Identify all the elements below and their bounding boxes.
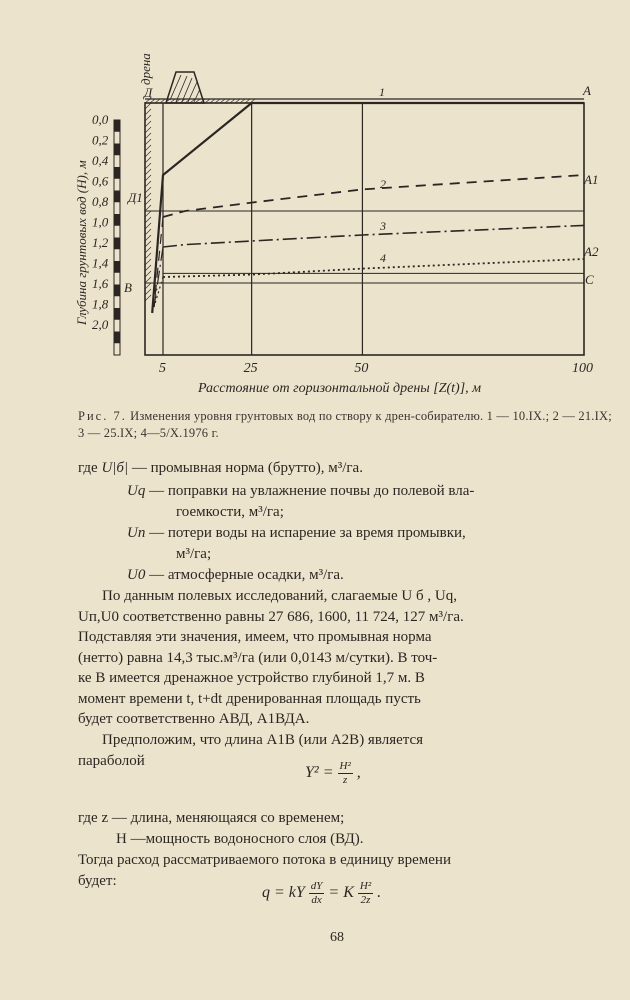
hatch-left [145,295,151,301]
def-h [116,829,364,850]
formula1-tail: , [356,764,361,782]
hatch-left [145,133,151,139]
point-label-b: B [124,280,132,295]
y-axis-title: Глубина грунтовых вод (H), м [74,160,89,325]
hatch-left [145,271,151,277]
paragraph3-line-1: будет: [78,872,117,889]
y-tick-label: 0,0 [92,112,109,127]
hatch-left [145,181,151,187]
formula2-fraction-1 [309,880,325,907]
def-row-4 [127,565,344,586]
def-text-ub: — промывная норма (брутто), м³/га. [131,460,363,476]
hatch-left [145,277,151,283]
paragraph3-line-0: Тогда расход рассматриваемого потока в единицу времени [78,852,451,868]
paragraph1-line-3: (нетто) равна 14,3 тыс.м³/га (или 0,0143 м/сутки). В точ- [78,649,438,666]
def-symbol-un: Uп [127,525,146,541]
hatch-left [145,175,151,181]
paragraph1-line-0: По данным полевых исследований, слагаемые U б , Uq, [102,588,457,604]
hatch-left [145,259,151,265]
paragraph1-line-2: Подставляя эти значения, имеем, что промывная норма [78,629,432,645]
x-tick-label: 25 [243,361,258,376]
point-label-a2: A2 [584,244,599,259]
curve-label-4: 4 [380,251,386,265]
hatch-left [145,289,151,295]
hatch-left [145,151,151,157]
caption-text: Изменения уровня грунтовых вод по створу к дрен-собирателю. [130,409,484,423]
hatch-left [145,157,151,163]
hatch-left [145,139,151,145]
hatch-left [145,223,151,229]
page-number: 68 [330,930,344,945]
caption-legend-2: 2 — 21.IX; [552,409,612,423]
hatch-left [145,187,151,193]
paragraph1-line-5: момент времени t, t+dt дренированная площадь пусть [78,690,421,707]
hatch-left [145,121,151,127]
paragraph1-line-1: Uп,U0 соответственно равны 27 686, 1600, 11 724, 127 м³/га. [78,608,464,625]
hatch-left [145,211,151,217]
def-lead: где [78,460,98,476]
y-tick-label: 1,0 [92,214,109,230]
x-tick-labels [159,361,593,376]
def-row-3 [127,523,605,544]
paragraph-field-data [78,586,603,730]
def-h-text: H —мощность водоносного слоя (ВД). [116,831,364,847]
def-z-text: где z — длина, меняющаяся со временем; [78,810,345,826]
hatch-left [145,283,151,289]
hatch-left [145,265,151,271]
paragraph2-line-0: Предположим, что длина A1В (или A2В) является [102,732,424,748]
def-symbol-ub: U|б| [101,460,129,476]
scale-bar-segment [114,332,120,344]
hatch-left [145,103,151,109]
hatch-left [145,193,151,199]
hatch-left [145,205,151,211]
hatch-left [145,247,151,253]
def-symbol-uq: Uq [127,483,146,499]
curve-label-3: 3 [380,219,386,233]
x-tick-label: 100 [572,361,593,376]
formula2-tail: . [377,884,382,902]
hatch-left [145,169,151,175]
formula1-fraction [338,760,353,787]
y-tick-labels [92,112,109,332]
def-row-2b [176,502,284,523]
scale-bar-segment [114,191,120,203]
y-tick-label: 0,8 [92,194,109,209]
series-line-1 [152,103,584,313]
formula2-lhs: q = kY [262,884,305,902]
caption-legend-1: 1 — 10.IX.; [486,409,550,423]
scale-bar-segment [114,308,120,320]
y-tick-label: 0,2 [92,132,109,148]
y-tick-label: 0,4 [92,153,109,168]
def-text-uq-cont: гоемкости, м³/га; [176,504,284,520]
y-tick-label: 1,4 [92,255,109,271]
formula-flow-rate [262,880,381,907]
caption-legend-4: 4—5/X.1976 г. [140,426,219,440]
formula2-numerator-1: dY [310,880,323,892]
groundwater-chart [0,0,630,405]
formula2-denominator-2: 2z [360,894,371,906]
hatch-left [145,115,151,121]
x-tick-label: 50 [354,361,369,376]
chart-series [152,103,584,313]
hatch-left [145,145,151,151]
hatch-left [145,229,151,235]
scale-bar-segment [114,214,120,226]
def-row-3b [176,544,211,565]
formula2-mid: = K [328,884,354,902]
soil-hatch [145,99,584,301]
formula2-numerator-2: H² [359,880,372,892]
hatch-left [145,127,151,133]
x-axis-title: Расстояние от горизонтальной дрены [Z(t)], м [198,381,482,396]
caption-legend-3: 3 — 25.IX; [78,426,138,440]
y-tick-label: 1,8 [92,296,109,312]
scale-bar-segment [114,120,120,132]
series-line-4 [163,259,584,277]
def-text-u0: — атмосферные осадки, м³/га. [149,567,344,583]
curve-label-1: 1 [379,85,385,99]
point-label-a1: A1 [584,172,599,187]
y-tick-label: 1,2 [92,235,109,250]
paragraph1-line-4: ке В имеется дренажное устройство глубиной 1,7 м. В [78,670,425,686]
point-label-c: C [585,272,594,287]
formula-parabola [305,760,361,787]
point-label-d: Д [144,85,153,100]
curve-label-2: 2 [380,177,386,191]
y-tick-label: 0,6 [92,173,109,189]
hatch-left [145,217,151,223]
paragraph1-line-6: будет соответственно АВД, A1ВДА. [78,711,310,727]
y-tick-label: 2,0 [92,317,109,332]
scale-bar-segment [114,285,120,297]
y-tick-label: 1,6 [92,276,109,291]
series-line-3 [163,225,584,247]
def-symbol-u0: U0 [127,567,146,583]
hatch-left [145,235,151,241]
def-text-uq: — поправки на увлажнение почвы до полевой вла- [149,483,475,499]
formula2-fraction-2 [358,880,373,907]
hatch-left [145,199,151,205]
formula2-denominator-1: dx [311,894,322,906]
def-row-1 [78,458,363,479]
def-text-un-cont: м³/га; [176,546,212,562]
caption-label: Рис. 7. [78,409,127,423]
hatch-left [145,109,151,115]
x-tick-label: 5 [159,361,166,376]
scale-bar-segment [114,238,120,250]
depth-scale-bar [114,120,120,355]
point-label-d1: Д1 [128,190,143,205]
scale-bar-segment [114,144,120,156]
formula1-numerator: H² [339,760,351,772]
drain-embankment [166,72,204,103]
drain-label: дрена [138,53,153,85]
def-text-un: — потери воды на испарение за время промывки, [149,525,466,541]
point-label-a: A [583,83,591,98]
formula1-lhs: Y² = [305,764,334,782]
figure-caption [78,408,618,442]
scale-bar-segment [114,261,120,273]
scale-bar-segment [114,167,120,179]
hatch-left [145,241,151,247]
paragraph2-line-1: параболой [78,752,145,769]
hatch-left [145,253,151,259]
def-z [78,808,344,829]
def-row-2 [127,481,605,502]
hatch-left [145,163,151,169]
formula1-denominator: z [342,774,348,786]
